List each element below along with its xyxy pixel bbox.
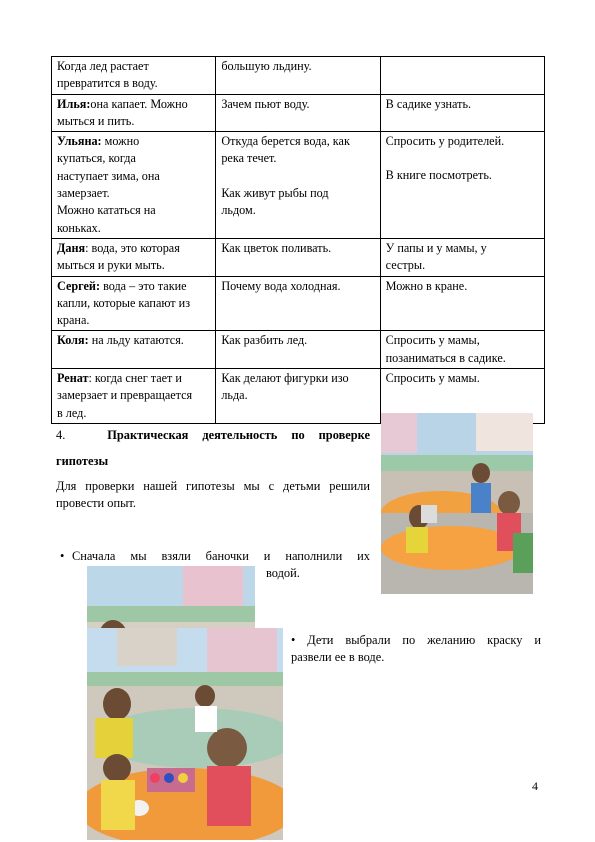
- bullet-item-2: • Дети выбрали по желанию краску и развели ее в воде.: [291, 633, 541, 664]
- cell-text: В книге посмотреть.: [385, 168, 492, 183]
- cell-question: [216, 331, 380, 369]
- cell-answer: [52, 276, 216, 331]
- cell-answer: [52, 132, 216, 239]
- cell-source: [380, 57, 544, 95]
- cell-question: [216, 132, 380, 239]
- speaker-name: Ульяна:: [57, 134, 102, 149]
- cell-text: Как делают фигурки изо льда.: [221, 371, 349, 403]
- cell-answer: [52, 94, 216, 132]
- cell-question: [216, 238, 380, 276]
- cell-text: Как живут рыбы под льдом.: [221, 185, 329, 218]
- table-row: [52, 331, 545, 369]
- speaker-name: Сергей:: [57, 278, 101, 293]
- section-title: 4. Практическая деятельность по проверке: [56, 428, 370, 442]
- section-title-cont: гипотезы: [56, 454, 109, 468]
- cell-answer: [52, 331, 216, 369]
- bullet-marker: •: [291, 633, 296, 647]
- cell-source: [380, 238, 544, 276]
- cell-source: [380, 331, 544, 369]
- cell-text: большую льдину.: [221, 59, 312, 73]
- answer-text: можно купаться, когда наступает зима, она замерзает. Можно кататься на коньках.: [57, 134, 160, 235]
- page-number: 4: [532, 779, 538, 793]
- answer-text: вода – это такие капли, которые капают из крана.: [57, 278, 191, 328]
- cell-text: В садике узнать.: [385, 96, 472, 111]
- cell-text: Почему вода холодная.: [221, 278, 341, 293]
- cell-answer: [52, 57, 216, 95]
- speaker-name: Ренат: [57, 371, 89, 386]
- answer-text: Когда лед растает превратится в воду.: [57, 59, 158, 91]
- speaker-name: Коля:: [57, 333, 89, 348]
- cell-text: У папы и у мамы, у сестры.: [385, 240, 487, 273]
- cell-question: [216, 369, 380, 424]
- answer-text: : вода, это которая мыться и руки мыть.: [57, 240, 180, 273]
- photo-children-painting: [87, 628, 283, 840]
- intro-paragraph: Для проверки нашей гипотезы мы с детьми решили провести опыт.: [56, 479, 370, 510]
- cell-question: [216, 276, 380, 331]
- cell-text: Откуда берется вода, как река течет.: [221, 134, 350, 166]
- cell-text: Спросить у мамы.: [385, 371, 480, 386]
- answer-text: она капает. Можно мыться и пить.: [57, 96, 188, 128]
- speaker-name: Даня: [57, 240, 86, 255]
- bullet-marker: •: [60, 549, 65, 563]
- table-row: [52, 238, 545, 276]
- cell-question: [216, 94, 380, 132]
- cell-source: [380, 276, 544, 331]
- bullet-item-1: • Сначала мы взяли баночки и наполнили их водой.: [60, 549, 370, 580]
- table-row: [52, 94, 545, 132]
- cell-answer: [52, 369, 216, 424]
- cell-question: [216, 57, 380, 95]
- answer-text: : когда снег тает и замерзает и превращается в лед.: [57, 371, 193, 420]
- hypothesis-table: [51, 56, 545, 424]
- cell-text: Как цветок поливать.: [221, 240, 332, 255]
- table-row: [52, 57, 545, 95]
- cell-text: Спросить у родителей.: [385, 134, 505, 149]
- cell-source: [380, 132, 544, 239]
- cell-text: Зачем пьют воду.: [221, 96, 310, 111]
- table-row: [52, 132, 545, 239]
- cell-text: Спросить у мамы, позаниматься в садике.: [385, 333, 506, 365]
- cell-text: Можно в кране.: [385, 278, 468, 293]
- photo-children-at-table: [381, 413, 533, 594]
- cell-source: [380, 94, 544, 132]
- table-row: [52, 276, 545, 331]
- cell-text: Как разбить лед.: [221, 333, 308, 348]
- answer-text: на льду катаются.: [88, 333, 184, 348]
- cell-answer: [52, 238, 216, 276]
- speaker-name: Илья:: [57, 96, 91, 111]
